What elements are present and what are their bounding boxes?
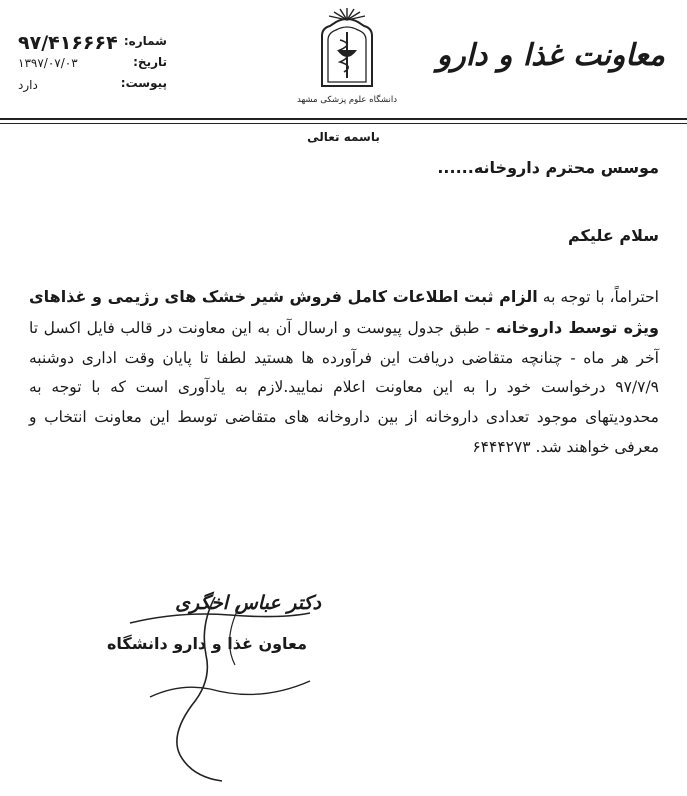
signatory-title: معاون غذا و دارو دانشگاه: [106, 634, 307, 653]
body-intro: احتراماً، با توجه به: [537, 288, 659, 306]
attachment-label: پیوست:: [120, 76, 167, 90]
logo-caption: دانشگاه علوم پزشکی مشهد: [297, 95, 397, 105]
letterhead-title: معاونت غذا و دارو: [436, 38, 665, 73]
university-logo: [297, 6, 397, 110]
letter-number: ۹۷/۴۱۶۶۶۴: [18, 32, 118, 54]
bismillah-heading: باسمه تعالی: [307, 130, 380, 144]
header-divider: [0, 118, 687, 120]
letter-body: [29, 282, 659, 463]
letter-attachment: دارد: [18, 78, 38, 92]
number-label: شماره:: [123, 34, 167, 48]
letter-date: ۱۳۹۷/۰۷/۰۳: [18, 56, 78, 70]
recipient-line: موسس محترم داروخانه......: [437, 158, 659, 177]
handwritten-signature: [110, 585, 340, 785]
signatory-name: دکتر عباس اخگری: [175, 592, 321, 614]
body-continuation: - طبق جدول پیوست و ارسال آن به این معاونت در قالب فایل اکسل تا آخر هر ماه - چنانچه متقاضی دریافت این فرآورده ها هستید لطفا تا پایان وقت اداری دوشنبه ۹۷/۷/۹ درخواست خود را به این معاونت اعلام نمایید.لازم به یادآوری است که با توجه به محدودیتهای موجود تعدادی داروخانه از بین داروخانه های متقاضی توسط این معاونت انتخاب و معرفی خواهند شد. ۶۴۴۴۲۷۳: [29, 318, 659, 456]
date-label: تاریخ:: [133, 55, 167, 69]
body-emphasis: الزام ثبت اطلاعات کامل فروش شیر خشک های رژیمی و غذاهای ویژه توسط داروخانه: [29, 287, 659, 337]
header-divider-thin: [0, 123, 687, 124]
greeting: سلام علیکم: [567, 226, 659, 245]
